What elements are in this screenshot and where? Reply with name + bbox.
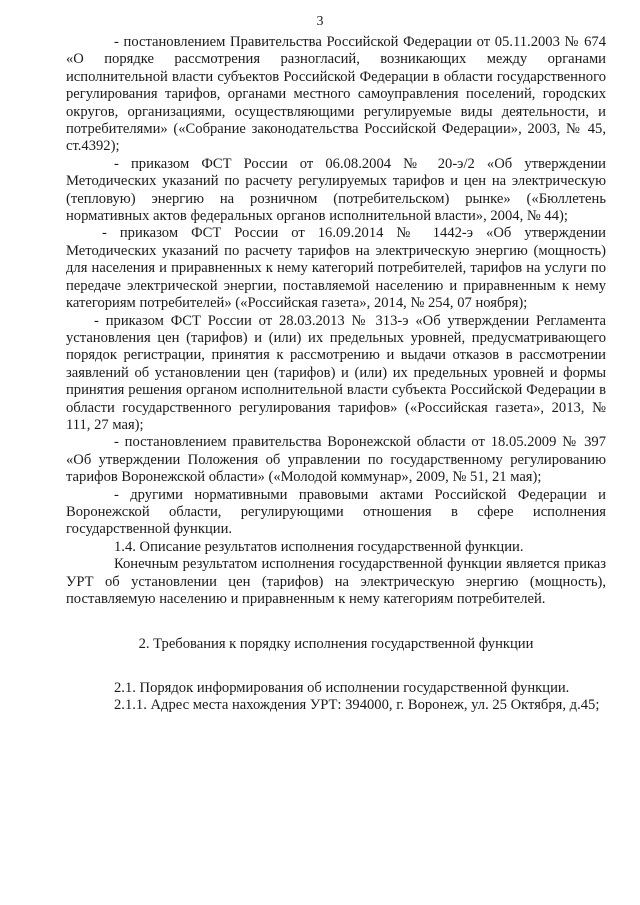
- paragraph-2-1: 2.1. Порядок информирования об исполнении государственной функции.: [114, 679, 570, 696]
- document-body: [66, 34, 606, 715]
- paragraph-order-20e2: - приказом ФСТ России от 06.08.2004 № 20-э/2 «Об утверждении Методических указаний по расчету регулируемых тарифов и цен на электрическую (тепловую) энергию на розничном (потребительском) рынке» («Бюллетень нормативных актов федеральных органов исполнительной власти», 2004, № 44);: [66, 155, 606, 225]
- paragraph-decree-397: - постановлением правительства Воронежской области от 18.05.2009 № 397 «Об утверждении Положения об управлении по государственному регулированию тарифов Воронежской области» («Молодой коммунар», 2009, № 51, 21 мая);: [66, 434, 606, 486]
- section-heading: 2. Требования к порядку исполнения государственной функции: [138, 636, 534, 653]
- paragraph-2-1-1: 2.1.1. Адрес места нахождения УРТ: 394000, г. Воронеж, ул. 25 Октября, д.45;: [114, 697, 600, 714]
- paragraph-order-313e: - приказом ФСТ России от 28.03.2013 № 313-э «Об утверждении Регламента установления цен (тарифов) и (или) их предельных уровней, предусматривающего порядок регистрации, принятия к рассмотрению и выдачи отказов в рассмотрении заявлений об установлении цен (тарифов) и (или) их предельных уровней и формы принятия решения органом исполнительной власти субъекта Российской Федерации в области государственного регулирования тарифов» («Российская газета», 2013, № 111, 27 мая);: [66, 312, 606, 433]
- page-number: 3: [316, 14, 324, 29]
- paragraph-final-result: Конечным результатом исполнения государственной функции является приказ УРТ об установлении цен (тарифов) на электрическую энергию (мощность), поставляемую населению и приравненным к нему категориям потребителей.: [66, 556, 606, 607]
- paragraph-order-1442e: - приказом ФСТ России от 16.09.2014 № 1442-э «Об утверждении Методических указаний по расчету тарифов на электрическую энергию (мощность) для населения и приравненных к нему категорий потребителей, тарифов на услуги по передаче электрической энергии, поставляемой населению и приравненным к нему категориям потребителей» («Российская газета», 2014, № 254, 07 ноября);: [66, 225, 606, 312]
- paragraph-other-acts: - другими нормативными правовыми актами Российской Федерации и Воронежской области, регулирующими отношения в сфере исполнения государственной функции.: [66, 486, 606, 538]
- paragraph-decree-674: - постановлением Правительства Российской Федерации от 05.11.2003 № 674 «О порядке рассмотрения разногласий, возникающих между органами исполнительной власти субъектов Российской Федерации в области государственного регулирования тарифов, органами местного самоуправления поселений, городских округов, организациями, осуществляющими регулируемые виды деятельности, и потребителями» («Собрание законодательства Российской Федерации», 2003, № 45, ст.4392);: [66, 34, 606, 155]
- paragraph-1-4-title: 1.4. Описание результатов исполнения государственной функции.: [114, 538, 524, 555]
